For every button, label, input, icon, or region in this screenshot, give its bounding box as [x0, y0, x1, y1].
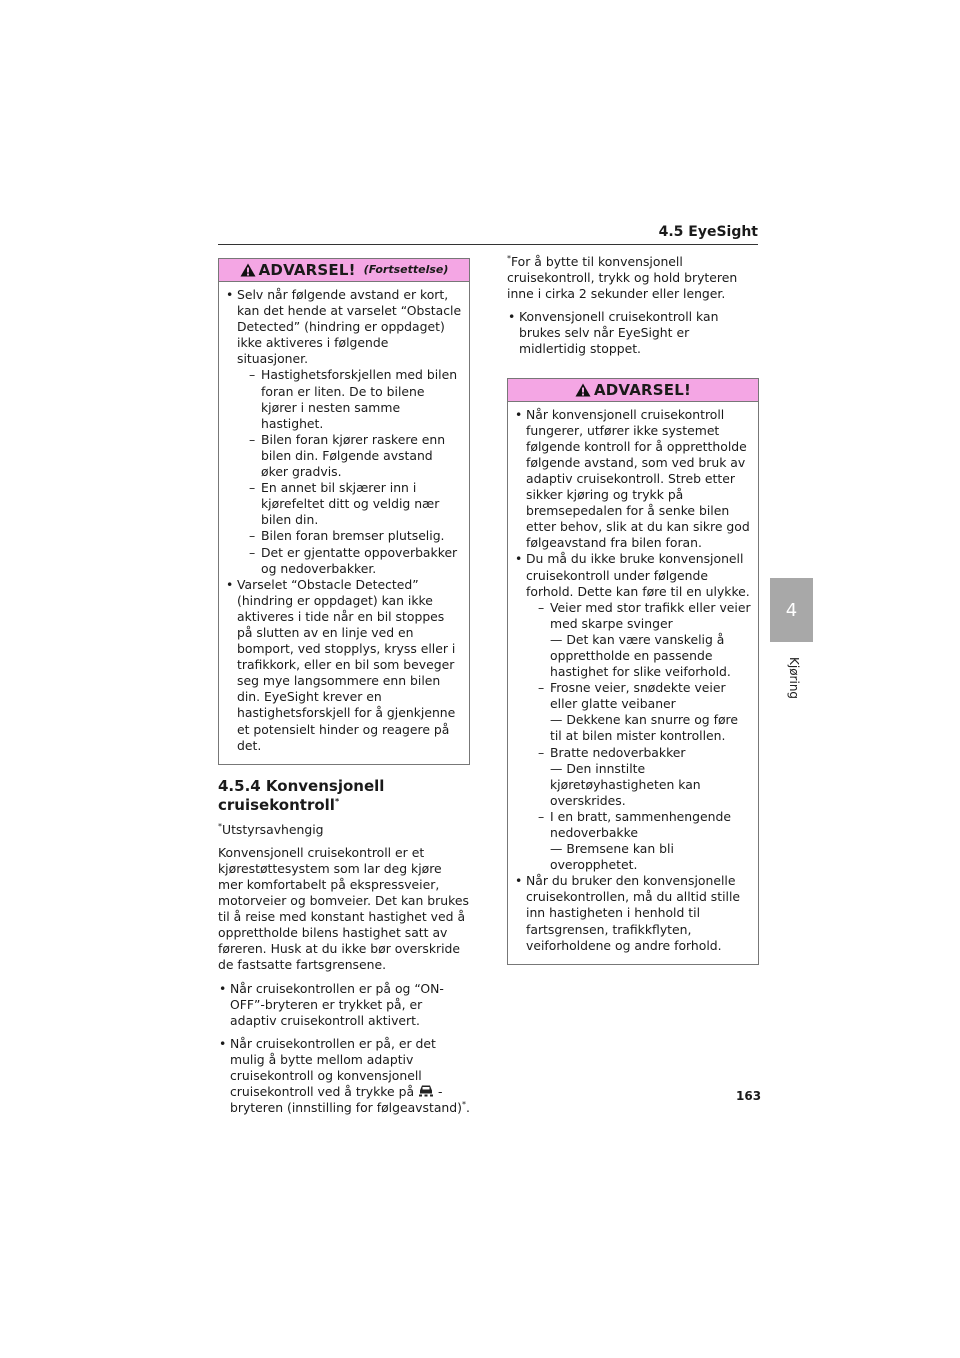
list-item: – Bilen foran bremser plutselig.	[249, 528, 445, 544]
list-item: – Hastighetsforskjellen med bilen foran er liten. De to bilene kjører i nesten samme hastighet.	[249, 367, 458, 431]
list-item: – Det er gjentatte oppoverbakker og nedoverbakker.	[249, 544, 458, 576]
list-item: • Når cruisekontrollen er på, er det mulig å bytte mellom adaptiv cruisekontroll og konvensjonell cruisekontroll ved å trykke på -bryteren (innstilling for følgeavstand)*.	[218, 1036, 470, 1116]
warning-triangle-icon	[240, 263, 256, 277]
page-header	[218, 224, 758, 245]
left-column	[218, 258, 470, 1116]
list-item: • Når konvensjonell cruisekontroll fungerer, utfører ikke systemet følgende kontroll for å opprettholde følgende avstand, som ved bruk av adaptiv cruisekontroll. Streb etter sikker kjøring og trykk på bremsepedalen for å senke bilen etter behov, slik at du kan sikre god følgeavstand fra bilen foran.	[514, 407, 752, 552]
list-item: – Bratte nedoverbakker — Den innstilte kjøretøyhastigheten kan overskrides.	[538, 744, 701, 808]
footnote: *For å bytte til konvensjonell cruisekontroll, trykk og hold bryteren inne i cirka 2 sekunder eller lenger.	[507, 253, 738, 302]
header-title: 4.5 EyeSight	[658, 224, 758, 240]
warning-box	[507, 378, 759, 965]
warning-body	[508, 402, 758, 964]
section-title: 4.5.4 Konvensjonell cruisekontroll*	[218, 776, 385, 814]
warning-body	[219, 282, 469, 764]
intro-paragraph: Konvensjonell cruisekontroll er et kjørestøttesystem som lar deg kjøre mer komfortabelt på ekspressveier, motorveier og bomveier. Det kan brukes til å reise med konstant hastighet ved å opprettholde bilens hastighet satt av føreren. Husk at du ikke bør overskride de fastsatte fartsgrensene.	[218, 844, 469, 973]
list-item: • Når cruisekontrollen er på og “ON-OFF”-bryteren er trykket på, er adaptiv cruisekontroll aktivert.	[218, 981, 470, 1029]
warning-triangle-icon	[575, 383, 591, 397]
warning-box-continued	[218, 258, 470, 765]
list-item: – En annet bil skjærer inn i kjørefeltet ditt og veldig nær bilen din.	[249, 480, 440, 528]
warning-title: ADVARSEL!	[258, 260, 356, 279]
list-item: – I en bratt, sammenhengende nedoverbakke — Bremsene kan bli overopphetet.	[538, 808, 731, 873]
list-item: • Varselet “Obstacle Detected” (hindring er oppdaget) kan ikke aktiveres i tide når en bil stoppes på slutten av en linje ved en bomport, ved stopplys, kryss eller i trafikkork, eller en bil som beveger seg mye langsommere enn bilen din. EyeSight krever en hastighetsforskjell for å gjenkjenne et potensielt hinder og reagere på det.	[225, 577, 463, 754]
warning-title: ADVARSEL!	[593, 380, 692, 399]
warning-header	[219, 259, 469, 282]
list-item: – Frosne veier, snødekte veier eller glatte veibaner — Dekkene kan snurre og føre til at bilen mister kontrollen.	[538, 680, 738, 744]
list-item: • Konvensjonell cruisekontroll kan brukes selv når EyeSight er midlertidig stoppet.	[507, 309, 759, 357]
right-column	[507, 254, 759, 965]
list-item: – Bilen foran kjører raskere enn bilen din. Følgende avstand øker gradvis.	[249, 431, 446, 480]
list-item: • Når du bruker den konvensjonelle cruisekontrollen, må du alltid stille inn hastigheten i henhold til fartsgrensen, trafikkflyten, veiforholdene og andre forhold.	[514, 873, 752, 953]
list-item: • Selv når følgende avstand er kort, kan det hende at varselet “Obstacle Detected” (hindring er oppdaget) ikke aktiveres i følgende situasjoner. – Hastighetsforskjellen med bilen foran er liten. De to bilene kjører i nesten samme hastighet. – Bilen foran kjører raskere enn bilen din. Følgende avstand øker gradvis. – En annet bil skjærer inn i kjørefeltet ditt og veldig nær bilen din. – Bilen foran bremser plutselig. – Det er gjentatte oppoverbakker og nedoverbakker.	[225, 287, 463, 577]
chapter-tab	[770, 578, 813, 642]
warning-header	[508, 379, 758, 402]
availability-note: *Utstyrsavhengig	[218, 821, 324, 837]
chapter-label: Kjøring	[787, 656, 801, 700]
chapter-number: 4	[785, 599, 798, 621]
warning-continued: (Fortsettelse)	[363, 262, 449, 276]
following-distance-icon	[418, 1085, 434, 1097]
page-number: 163	[736, 1089, 762, 1103]
list-item: – Veier med stor trafikk eller veier med skarpe svinger — Det kan være vanskelig å opprettholde en passende hastighet for slike veiforhold.	[538, 599, 751, 680]
list-item: • Du må du ikke bruke konvensjonell cruisekontroll under følgende forhold. Dette kan føre til en ulykke. – Veier med stor trafikk eller veier med skarpe svinger — Det kan være vanskelig å opprettholde en passende hastighet for slike veiforhold. – Frosne veier, snødekte veier eller glatte veibaner — Dekkene kan snurre og føre til at bilen mister kontrollen. – Bratte nedoverbakker — Den innstilte kjøretøyhastigheten kan overskrides. – I en bratt, sammenhengende nedoverbakke — Bremsene kan bli overopphetet.	[514, 551, 752, 873]
